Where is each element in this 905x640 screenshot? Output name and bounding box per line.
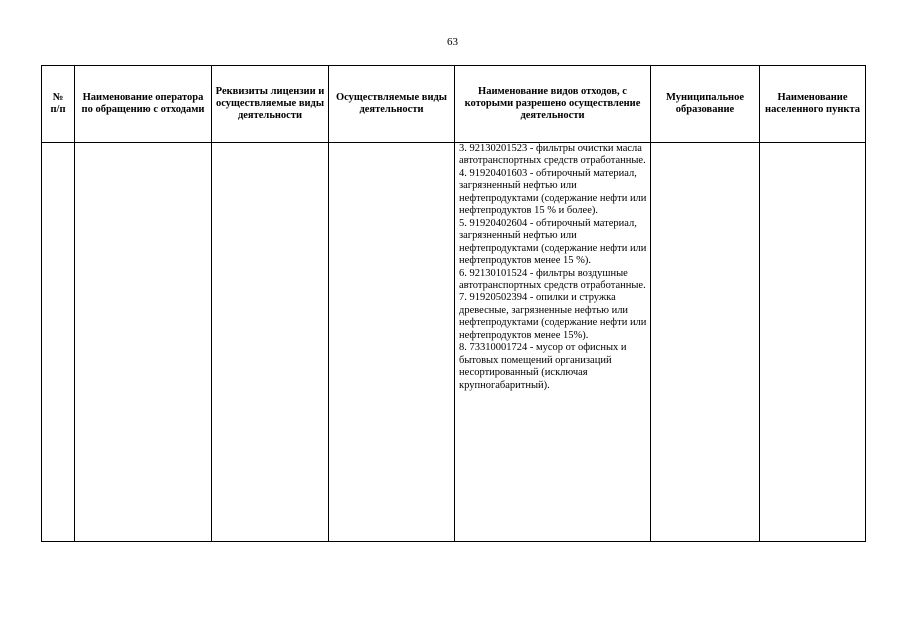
header-municipality-label: Муниципальное образование — [665, 92, 745, 115]
header-municipality — [651, 66, 760, 143]
table-header-row — [42, 66, 866, 143]
header-activities — [329, 66, 455, 143]
waste-type-item: 3. 92130201523 - фильтры очистки масла автотранспортных средств отработанные. — [459, 143, 646, 167]
header-settlement — [760, 66, 866, 143]
header-operator-label: Наименование оператора по обращению с отходами — [81, 92, 205, 115]
waste-type-item: 7. 91920502394 - опилки и стружка древесные, загрязненные нефтью или нефтепродуктами (содержание нефти или нефтепродуктов менее 15%). — [459, 292, 647, 341]
header-number-label: № п/п — [50, 92, 66, 115]
header-number — [42, 66, 75, 143]
waste-type-item: 4. 91920401603 - обтирочный материал, загрязненный нефтью или нефтепродуктами (содержание нефти или нефтепродуктов 15 % и более). — [459, 167, 647, 217]
waste-type-item: 8. 73310001724 - мусор от офисных и бытовых помещений организаций несортированный (исключая крупногабаритный). — [459, 342, 627, 391]
waste-operators-table — [41, 65, 866, 542]
header-license — [212, 66, 329, 143]
cell-municipality — [651, 143, 760, 542]
header-license-label: Реквизиты лицензии и осуществляемые виды деятельности — [215, 86, 325, 121]
waste-type-item: 5. 91920402604 - обтирочный материал, загрязненный нефтью или нефтепродуктами (содержание нефти или нефтепродуктов менее 15 %). — [459, 217, 647, 267]
cell-waste-types — [455, 143, 651, 542]
page-number: 63 — [447, 36, 458, 48]
cell-settlement — [760, 143, 866, 542]
header-settlement-label: Наименование населенного пункта — [765, 92, 860, 115]
waste-type-list — [455, 143, 650, 392]
cell-license — [212, 143, 329, 542]
waste-type-item: 6. 92130101524 - фильтры воздушные автотранспортных средств отработанные. — [459, 267, 646, 291]
header-operator — [75, 66, 212, 143]
header-activities-label: Осуществляемые виды деятельности — [335, 92, 448, 115]
cell-activities — [329, 143, 455, 542]
cell-operator — [75, 143, 212, 542]
cell-number — [42, 143, 75, 542]
table-row — [42, 143, 866, 542]
header-waste-types — [455, 66, 651, 143]
header-waste-types-label: Наименование видов отходов, с которыми разрешено осуществление деятельности — [464, 86, 641, 121]
